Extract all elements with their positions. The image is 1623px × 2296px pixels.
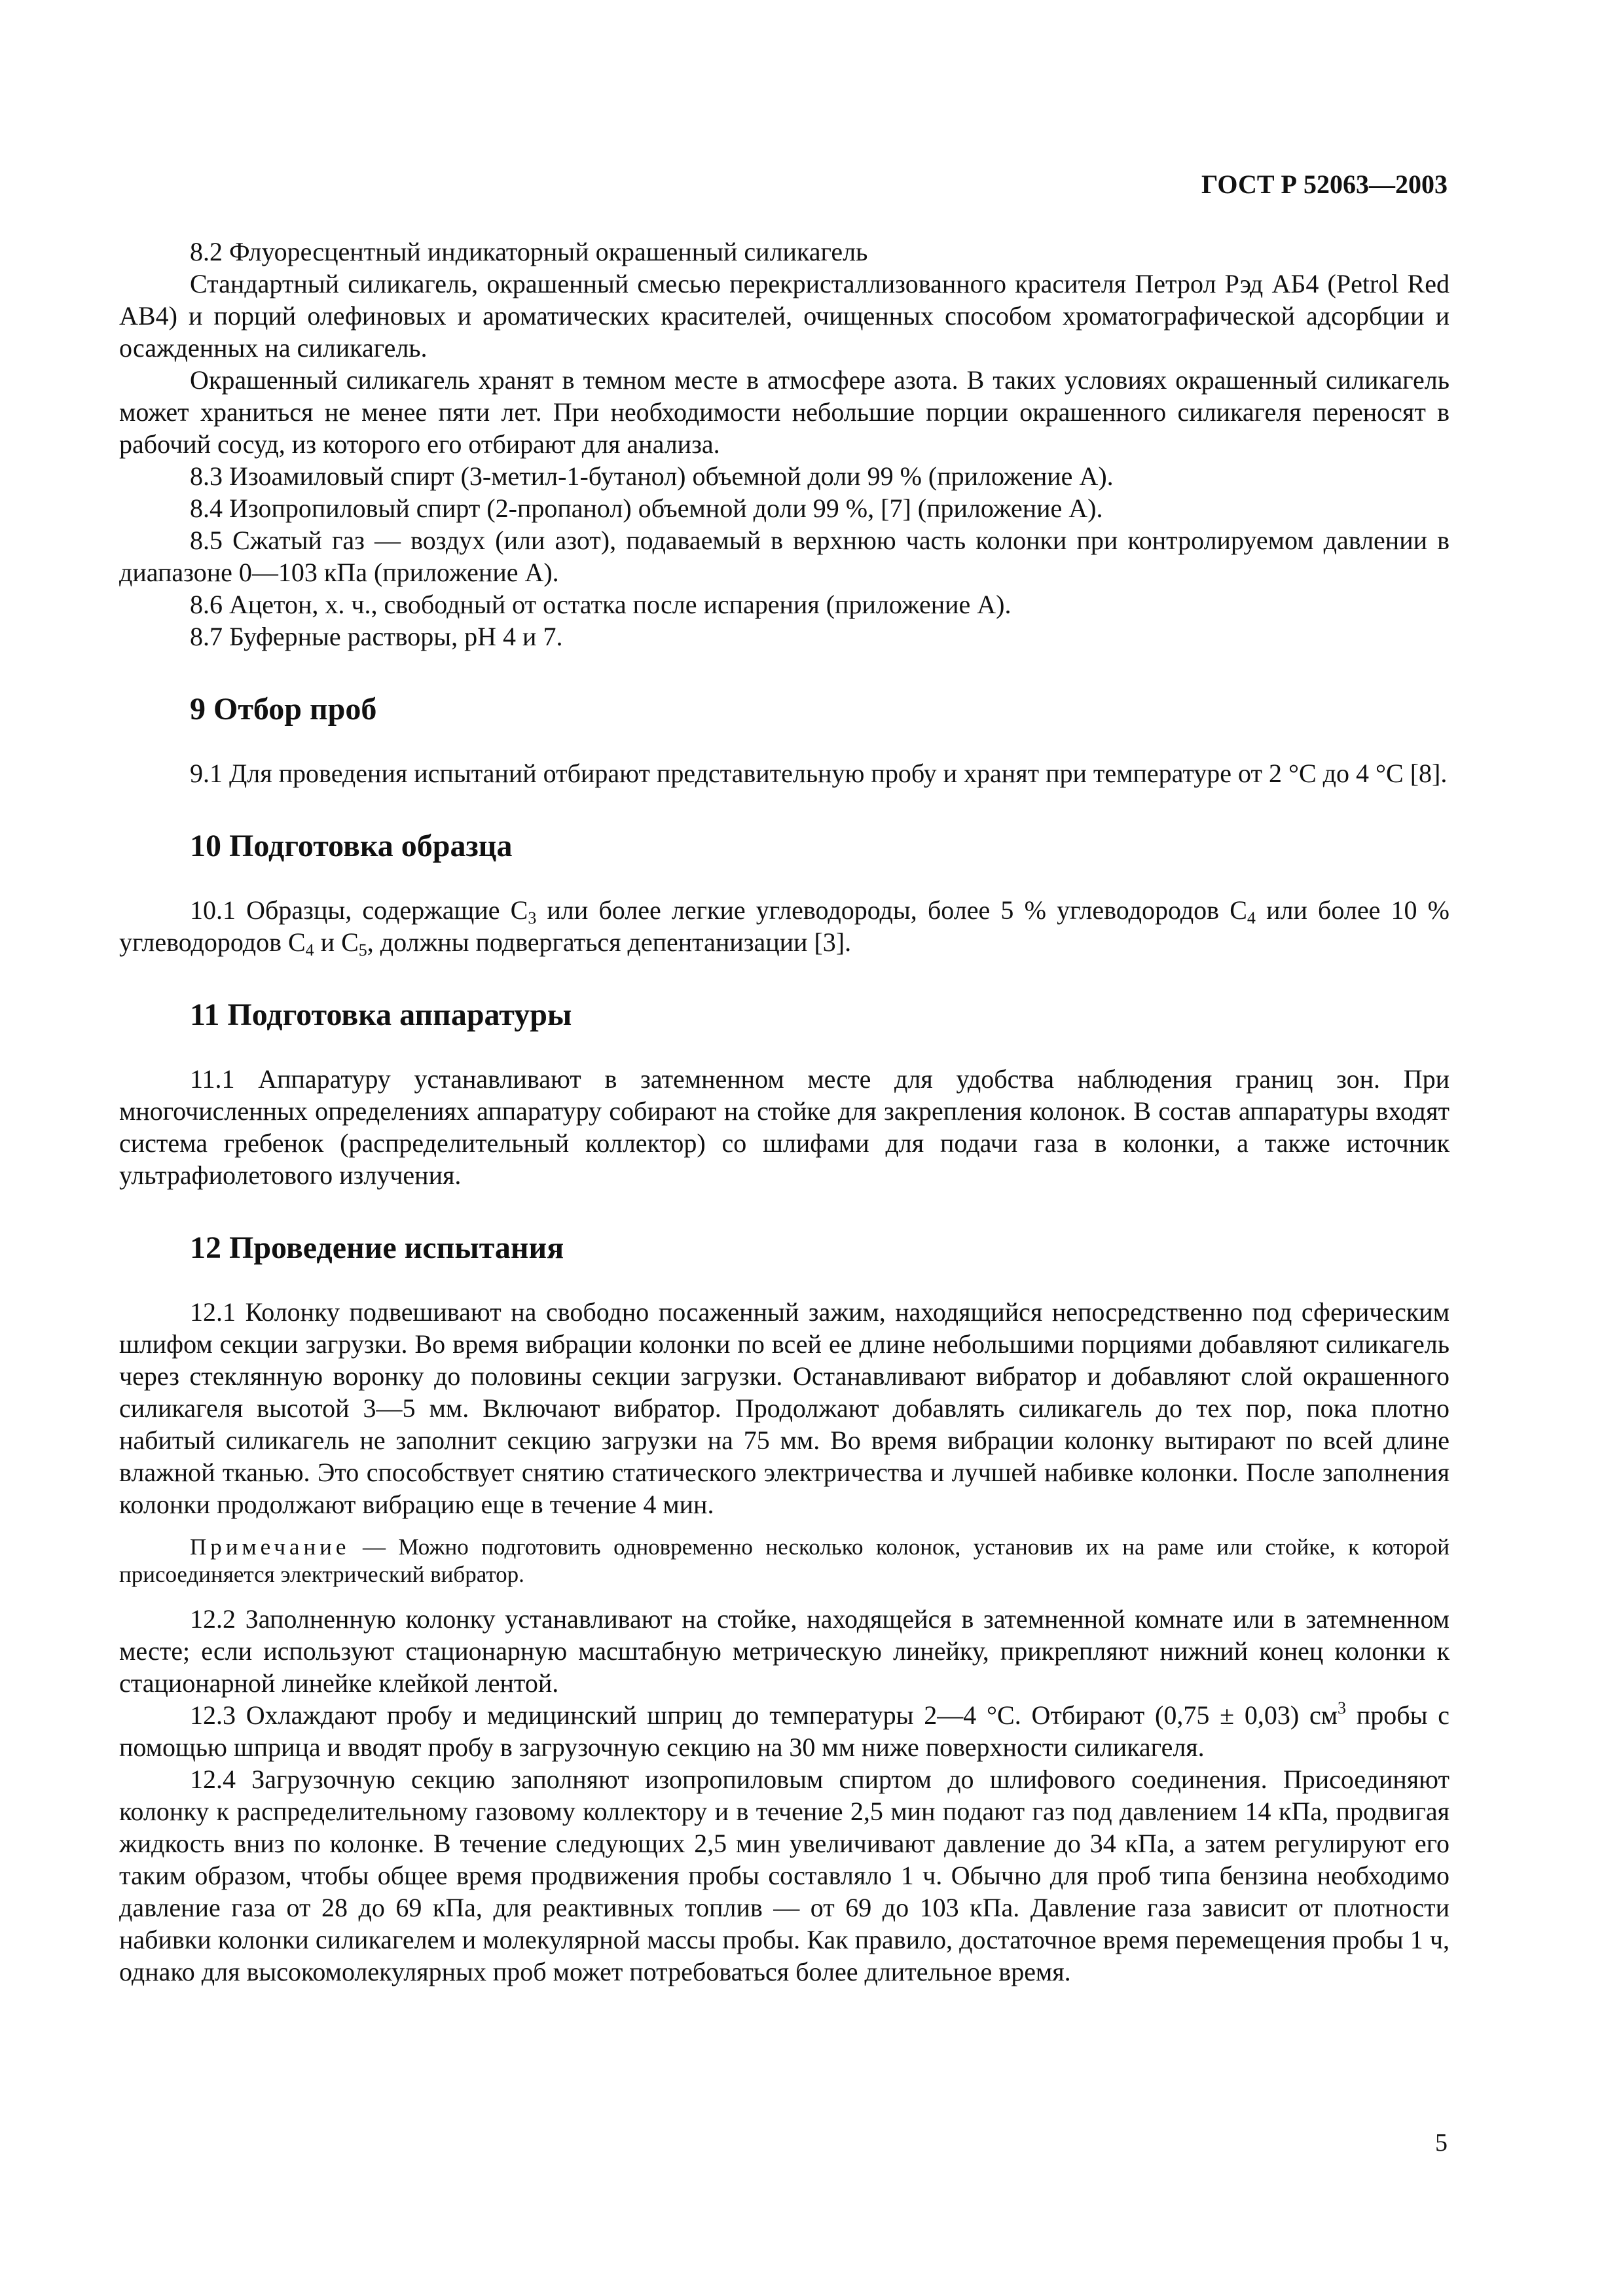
section-12-heading: 12 Проведение испытания bbox=[190, 1230, 564, 1265]
text-fragment: и С bbox=[314, 927, 359, 957]
paragraph-8-6: 8.6 Ацетон, х. ч., свободный от остатка после испарения (приложение А). bbox=[190, 590, 1012, 619]
standard-header: ГОСТ Р 52063—2003 bbox=[1201, 170, 1448, 199]
subscript: 5 bbox=[358, 941, 367, 960]
paragraph-10-1 bbox=[119, 894, 1450, 958]
text-fragment: или более 10 % углеводородов С bbox=[119, 895, 1450, 957]
paragraph-12-2: 12.2 Заполненную колонку устанавливают на стойке, находящейся в затемненной комнате или в затемненном месте; если используют стационарную масштабную метрическую линейку, прикрепляют нижний конец колонки к стационарной линейке клейкой лентой. bbox=[119, 1604, 1450, 1698]
note-paragraph bbox=[119, 1534, 1450, 1588]
paragraph-12-4: 12.4 Загрузочную секцию заполняют изопропиловым спиртом до шлифового соединения. Присоединяют колонку к распределительному газовому коллектору и в течение 2,5 мин подают газ под давлением 14 кПа, продвигая жидкость вниз по колонке. В течение следующих 2,5 мин увеличивают давление до 34 кПа, а затем регулируют его таким образом, чтобы общее время продвижения пробы составляло 1 ч. Обычно для проб типа бензина необходимо давление газа от 28 до 69 кПа, для реактивных топлив — от 69 до 103 кПа. Давление газа зависит от плотности набивки колонки силикагелем и молекулярной массы пробы. Как правило, достаточное время перемещения пробы 1 ч, однако для высокомолекулярных проб может потребоваться более длительное время. bbox=[119, 1765, 1450, 1986]
paragraph-11-1: 11.1 Аппаратуру устанавливают в затемненном месте для удобства наблюдения границ зон. При многочисленных определениях аппаратуру собирают на стойке для закрепления колонок. В состав аппаратуры входят система гребенок (распределительный коллектор) со шлифами для подачи газа в колонки, а также источник ультрафиолетового излучения. bbox=[119, 1064, 1450, 1190]
text-fragment: 10.1 Образцы, содержащие С bbox=[190, 895, 528, 925]
paragraph-8-3: 8.3 Изоамиловый спирт (3-метил-1-бутанол) объемной доли 99 % (приложение А). bbox=[190, 461, 1114, 491]
section-11-heading: 11 Подготовка аппаратуры bbox=[190, 997, 572, 1032]
page-number: 5 bbox=[1435, 2129, 1448, 2157]
text-fragment: или более легкие углеводороды, более 5 % углеводородов С bbox=[536, 895, 1247, 925]
subscript: 4 bbox=[305, 941, 314, 960]
text-fragment: , должны подвергаться депентанизации [3]. bbox=[367, 927, 852, 957]
subscript: 3 bbox=[528, 908, 537, 927]
superscript: 3 bbox=[1338, 1698, 1347, 1717]
text-fragment: 12.3 Охлаждают пробу и медицинский шприц до температуры 2—4 °С. Отбирают (0,75 ± 0,03) см bbox=[190, 1700, 1338, 1730]
note-text: — Можно подготовить одновременно несколько колонок, установив их на раме или стойке, к которой присоединяется электрический вибратор. bbox=[119, 1534, 1450, 1587]
paragraph-8-2-description: Стандартный силикагель, окрашенный смесью перекристаллизованного красителя Петрол Рэд АБ4 (Petrol Red AB4) и порций олефиновых и ароматических красителей, очищенных способом хроматографической адсорбции и осажденных на силикагель. bbox=[119, 269, 1450, 363]
document-body bbox=[119, 236, 1450, 1988]
paragraph-8-5: 8.5 Сжатый газ — воздух (или азот), подаваемый в верхнюю часть колонки при контролируемом давлении в диапазоне 0—103 кПа (приложение А). bbox=[119, 526, 1450, 587]
section-9-heading: 9 Отбор проб bbox=[190, 692, 377, 726]
paragraph-12-3 bbox=[119, 1699, 1450, 1763]
subscript: 4 bbox=[1247, 908, 1256, 927]
paragraph-8-7: 8.7 Буферные растворы, pH 4 и 7. bbox=[190, 622, 563, 651]
paragraph-8-4: 8.4 Изопропиловый спирт (2-пропанол) объемной доли 99 %, [7] (приложение А). bbox=[190, 493, 1103, 523]
note-label: Примечание bbox=[190, 1534, 350, 1560]
paragraph-8-2-storage: Окрашенный силикагель хранят в темном месте в атмосфере азота. В таких условиях окрашенный силикагель может храниться не менее пяти лет. При необходимости небольшие порции окрашенного силикагеля переносят в рабочий сосуд, из которого его отбирают для анализа. bbox=[119, 365, 1450, 459]
text-fragment: пробы с помощью шприца и вводят пробу в загрузочную секцию на 30 мм ниже поверхности силикагеля. bbox=[119, 1700, 1450, 1762]
paragraph-9-1: 9.1 Для проведения испытаний отбирают представительную пробу и хранят при температуре от 2 °С до 4 °С [8]. bbox=[190, 759, 1448, 788]
section-10-heading: 10 Подготовка образца bbox=[190, 829, 513, 863]
paragraph-8-2-title: 8.2 Флуоресцентный индикаторный окрашенный силикагель bbox=[190, 237, 868, 266]
paragraph-12-1: 12.1 Колонку подвешивают на свободно посаженный зажим, находящийся непосредственно под сферическим шлифом секции загрузки. Во время вибрации колонки по всей ее длине небольшими порциями добавляют силикагель через стеклянную воронку до половины секции загрузки. Останавливают вибратор и добавляют слой окрашенного силикагеля высотой 3—5 мм. Включают вибратор. Продолжают добавлять силикагель до тех пор, пока плотно набитый силикагель не заполнит секцию загрузки на 75 мм. Во время вибрации колонку вытирают по всей длине влажной тканью. Это способствует снятию статического электричества и лучшей набивке колонки. После заполнения колонки продолжают вибрацию еще в течение 4 мин. bbox=[119, 1297, 1450, 1519]
